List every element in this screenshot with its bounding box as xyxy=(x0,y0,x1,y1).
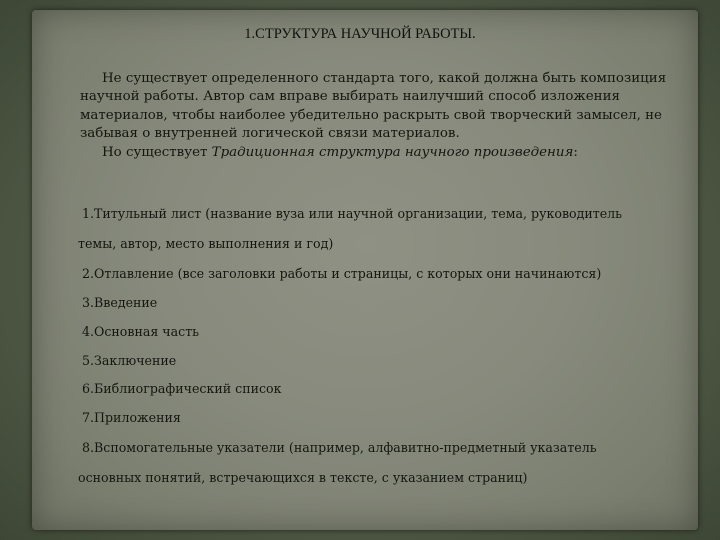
intro-text xyxy=(80,70,680,162)
intro-paragraph-2 xyxy=(80,144,680,162)
list-item-line: 6.Библиографический список xyxy=(82,381,282,396)
list-item xyxy=(82,381,281,396)
list-item-continuation xyxy=(78,470,527,485)
list-item xyxy=(82,440,597,455)
list-item xyxy=(82,295,157,310)
list-item-line: 7.Приложения xyxy=(82,410,181,425)
list-item xyxy=(82,206,622,221)
list-item-line: основных понятий, встречающихся в тексте, с указанием страниц) xyxy=(78,470,528,485)
list-item-line: 3.Введение xyxy=(82,295,158,310)
list-item-line: 5.Заключение xyxy=(82,353,177,368)
list-item-line: темы, автор, место выполнения и год) xyxy=(78,236,334,251)
list-item-line: 1.Титульный лист (название вуза или научной организации, тема, руководитель xyxy=(82,206,623,221)
paragraph-2-emphasis: Традиционная структура научного произведения xyxy=(211,144,574,160)
list-item-line: 2.Отлавление (все заголовки работы и страницы, с которых они начинаются) xyxy=(82,266,602,281)
paragraph-2-suffix: : xyxy=(573,144,578,160)
list-item xyxy=(82,410,181,425)
slide-title: 1.СТРУКТУРА НАУЧНОЙ РАБОТЫ. xyxy=(244,26,476,42)
list-item xyxy=(82,324,199,339)
list-item xyxy=(82,353,176,368)
list-item-line: 8.Вспомогательные указатели (например, алфавитно-предметный указатель xyxy=(82,440,597,455)
list-item-line: 4.Основная часть xyxy=(82,324,200,339)
paragraph-2-prefix: Но существует xyxy=(102,144,212,160)
intro-paragraph-1: Не существует определенного стандарта того, какой должна быть композиция научной работы. Автор сам вправе выбирать наилучший способ изложения материалов, чтобы наиболее убедительно раскрыть свой творческий замысел, не забывая о внутренней логической связи материалов. xyxy=(80,71,667,142)
list-item-continuation xyxy=(78,236,333,251)
list-item xyxy=(82,266,601,281)
